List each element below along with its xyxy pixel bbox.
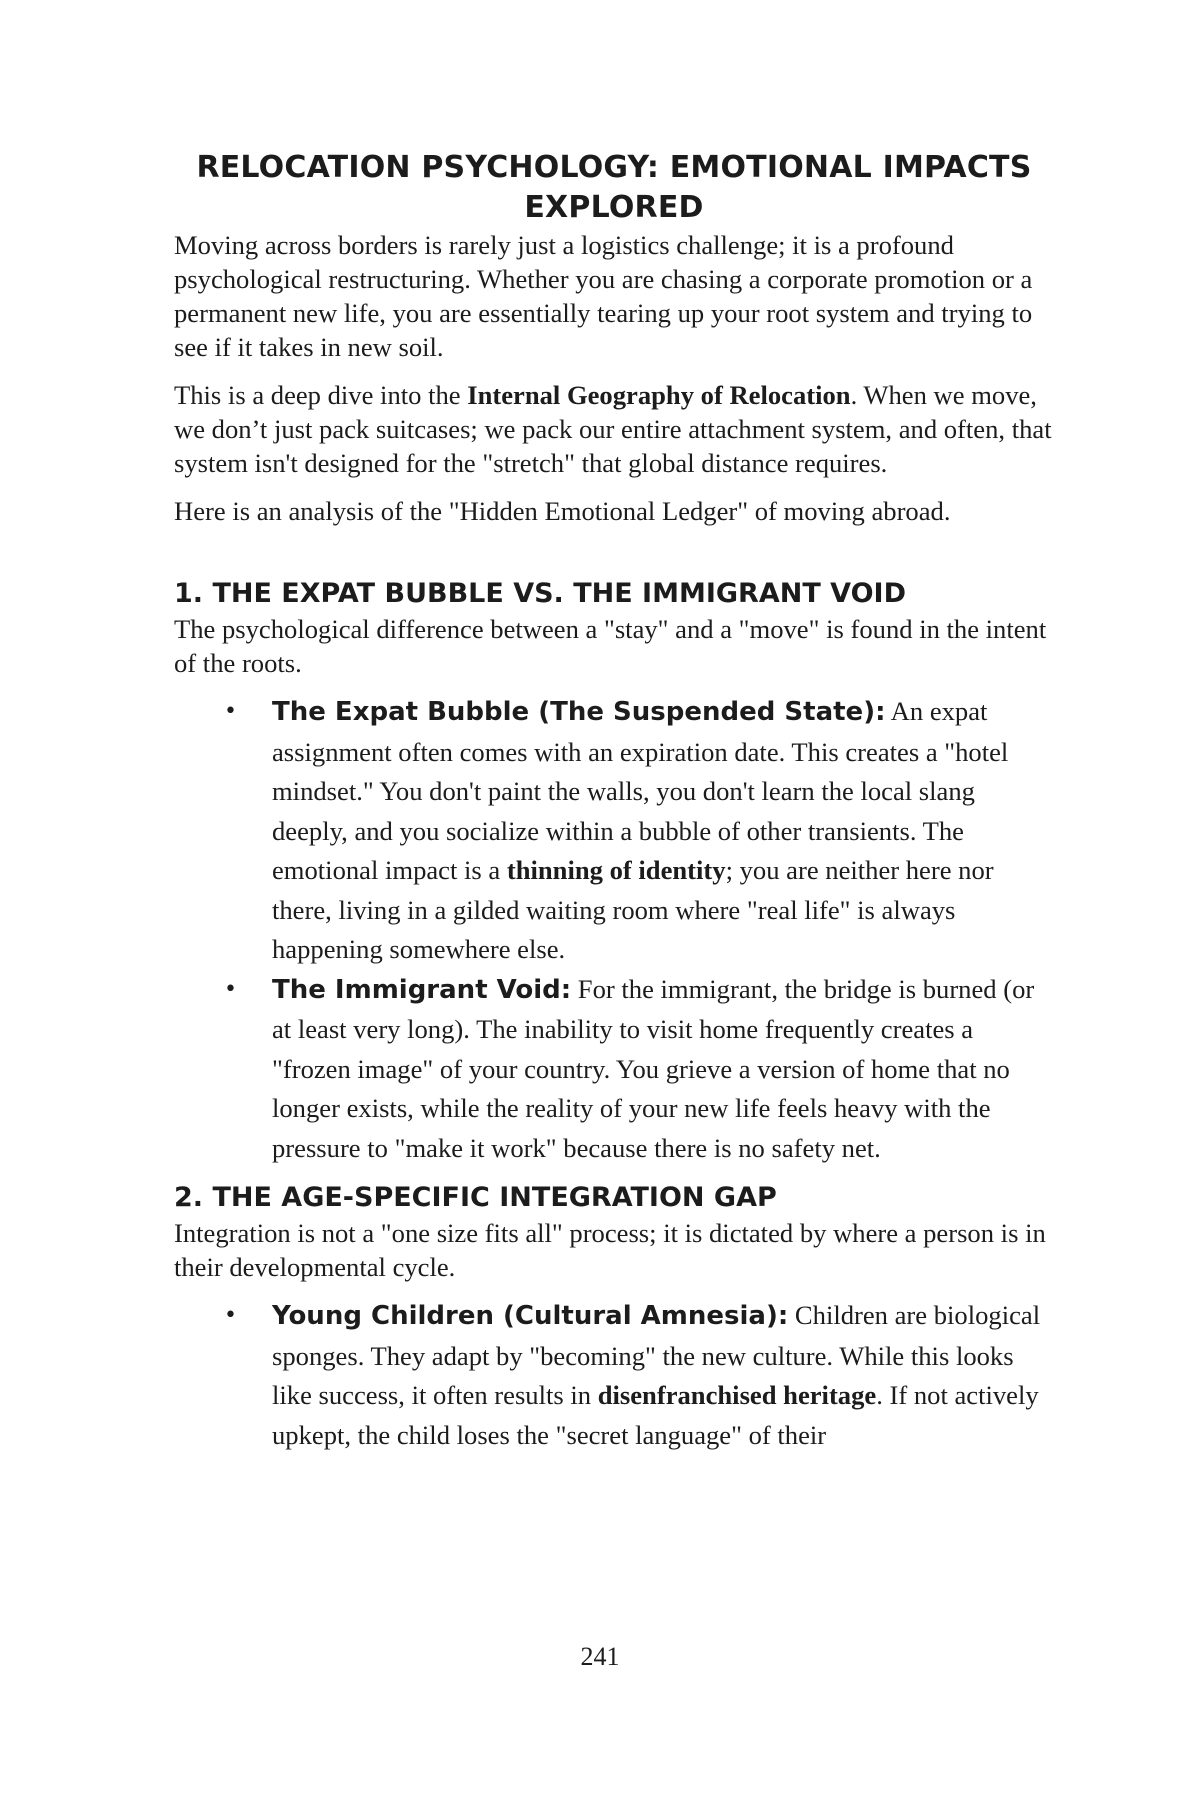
- list-item: [174, 692, 1054, 970]
- bullet-icon: •: [224, 976, 237, 1002]
- list-item-text: For the immigrant, the bridge is burned (or at least very long). The inability to visit home frequently creates a "frozen image" of your country. You grieve a version of home that no longer exists, while the reality of your new life feels heavy with the pressure to "make it work" because there is no safety net.: [272, 973, 1035, 1163]
- list-item: [174, 970, 1054, 1169]
- list-item-term: Young Children (Cultural Amnesia):: [272, 1301, 789, 1331]
- intro-paragraph-1: Moving across borders is rarely just a logistics challenge; it is a profound psychological restructuring. Whether you are chasing a corporate promotion or a permanent new life, you are essentially tearing up your root system and trying to see if it takes in new soil.: [174, 230, 1033, 362]
- intro-paragraph-3: Here is an analysis of the "Hidden Emotional Ledger" of moving abroad.: [174, 496, 951, 526]
- list-item-term: The Expat Bubble (The Suspended State):: [272, 697, 886, 727]
- intro-paragraph-2-lead: This is a deep dive into the: [174, 380, 468, 410]
- section-2-heading: 2. THE AGE-SPECIFIC INTEGRATION GAP: [174, 1182, 777, 1213]
- list-item-emphasis: disenfranchised heritage: [597, 1380, 877, 1410]
- list-item-term: The Immigrant Void:: [272, 974, 572, 1005]
- list-item-emphasis: thinning of identity: [506, 855, 726, 885]
- section-2-intro: Integration is not a "one size fits all" process; it is dictated by where a person is in their developmental cycle.: [174, 1218, 1046, 1282]
- internal-geography-emphasis: Internal Geography of Relocation: [467, 380, 851, 410]
- bullet-icon: •: [224, 1303, 237, 1328]
- list-item: [174, 1296, 1054, 1455]
- section-1-heading: 1. THE EXPAT BUBBLE VS. THE IMMIGRANT VOID: [174, 578, 906, 609]
- page-content: [174, 148, 1054, 1467]
- section-2-list: [174, 1296, 1054, 1455]
- list-item-text-end: . If not actively upkept, the child loses the "secret language" of their: [272, 1380, 1039, 1450]
- intro-paragraph-2: [174, 378, 1054, 480]
- bullet-icon: •: [224, 699, 237, 724]
- list-item-text: Children are biological sponges. They adapt by "becoming" the new culture. While this looks like success, it often results in: [272, 1300, 1041, 1410]
- list-item-text-end: ; you are neither here nor there, living in a gilded waiting room where "real life" is always happening somewhere else.: [272, 855, 994, 964]
- list-item-text: An expat assignment often comes with an expiration date. This creates a "hotel mindset." You don't paint the walls, you don't learn the local slang deeply, and you socialize within a bubble of other transients. The emotional impact is a: [272, 696, 1009, 885]
- section-1-list: [174, 692, 1054, 1168]
- page-number: 241: [580, 1642, 620, 1671]
- section-1-intro: The psychological difference between a "stay" and a "move" is found in the intent of the roots.: [174, 614, 1047, 678]
- page-title: RELOCATION PSYCHOLOGY: EMOTIONAL IMPACTS EXPLORED: [196, 150, 1032, 225]
- intro-paragraph-2-rest: . When we move, we don’t just pack suitcases; we pack our entire attachment system, and often, that system isn't designed for the "stretch" that global distance requires.: [174, 380, 1052, 478]
